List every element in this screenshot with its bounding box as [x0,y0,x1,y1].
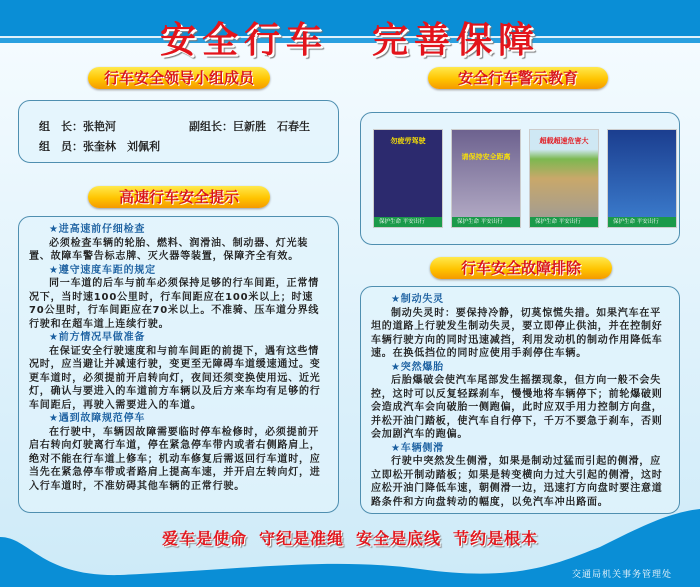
poster-row [373,129,677,228]
highway-heading: 高速行车安全提示 [88,186,270,208]
slogan: 安全是底线 [356,529,442,548]
section-title: ★遵守速度车距的规定 [49,264,156,276]
section-body: 在保证安全行驶速度和与前车间距的前提下，遇有这些情况时，应当避让并减速行驶，变更至无障碍车道缓速通过。变更车道时，必须提前开启转向灯，夜间还须变换使用远、近光灯，确认与要进入的车道前方车辆以及后方来车均有足够的行车间距后，再驶入需要进入的车道。 [29,345,321,411]
title-right: 完善保障 [372,20,541,61]
poster-footer: 保护生命 平安出行 [452,217,520,227]
organization-name: 交通局机关事务管理处 [571,570,672,580]
poster-overload [529,129,599,228]
poster-distance [451,129,521,228]
slogan: 爱车是使命 [161,529,247,548]
poster-drunk-driving [607,129,677,228]
poster-caption: 超载超速危害大 [539,137,589,145]
members-label: 组 员： [39,140,83,153]
fault-box [360,286,680,514]
section-body: 同一车道的后车与前车必须保持足够的行车间距，正常情况下，当时速100公里时，行车间距应在100米以上；时速70公里时，行车间距应在70米以上。不准骑、压车道分界线行驶和在超车道上连续行驶。 [29,278,320,330]
page-title [0,12,700,63]
section-body: 在行驶中，车辆因故障需要临时停车检修时，必须提前开启右转向灯驶离行车道，停在紧急停车带内或者右侧路肩上，绝对不能在行车道上修车；机动车修复后需返回行车道时，应当先在紧急停车带或者路肩上提高车速，并开启左转向灯，进入行车道时，不准妨碍其他车辆的正常行驶。 [29,426,321,492]
title-left: 安全行车 [159,20,328,61]
poster-fatigue [373,129,443,228]
highway-box [18,216,339,513]
slogan: 守纪是准绳 [258,529,344,548]
deputy-names: 巨新胜 石春生 [233,120,310,133]
section-title: ★突然爆胎 [391,361,444,373]
poster-caption: 请保持安全距离 [461,153,511,161]
section-body: 行驶中突然发生侧滑，如果是制动过猛而引起的侧滑，应立即松开制动踏板；如果是转变横向力过大引起的侧滑，这时应松开油门降低车速，朝侧滑一边，迅速打方向盘时要注意道路条件和方向盘转动的幅度，以免汽车冲出路面。 [371,456,663,508]
section-title: ★遇到故障规范停车 [49,413,146,424]
fault-heading: 行车安全故障排除 [430,257,612,279]
poster-footer: 保护生命 平安出行 [530,217,598,227]
poster-footer: 保护生命 平安出行 [374,217,442,227]
section-body: 制动失灵时：要保持冷静，切莫惊慌失措。如果汽车在平坦的道路上行驶发生制动失灵，要立即停止供油，并在控制好车辆行驶方向的同时迅速减挡，利用发动机的制动作用降低车速。在换低挡位的同时应使用手刹停住车辆。 [371,307,663,359]
deputy-label: 副组长： [189,120,233,133]
leaders-heading: 行车安全领导小组成员 [88,67,270,89]
warning-heading: 安全行车警示教育 [428,67,608,89]
leader-name: 张艳河 [83,120,116,133]
section-title: ★车辆侧滑 [391,442,444,454]
section-title: ★前方情况早做准备 [49,332,146,343]
leader-label: 组 长： [39,120,83,133]
member-names: 张奎林 刘佩利 [83,140,160,153]
poster-footer: 保护生命 平安出行 [608,217,676,227]
leaders-box [18,100,339,163]
slogan: 节约是根本 [453,529,539,548]
slogan-row [0,526,700,549]
section-body: 必须检查车辆的轮胎、燃料、润滑油、制动器、灯光装置、故障车警告标志牌、灭火器等装置，保障齐全有效。 [29,237,309,262]
poster-caption: 勿疲劳驾驶 [390,137,426,145]
section-body: 后胎爆破会使汽车尾部发生摇摆现象，但方向一般不会失控，这时可以反复轻踩刹车，慢慢地将车辆停下；前轮爆破则会造成汽车会向破胎一侧跑偏，此时应双手用力控制方向盘，并松开油门踏板，使汽车自行停下，千万不要急于刹车，否则会加剧汽车的跑偏。 [371,375,663,440]
section-title: ★制动失灵 [391,294,444,305]
section-title: ★进高速前仔细检查 [49,224,146,235]
